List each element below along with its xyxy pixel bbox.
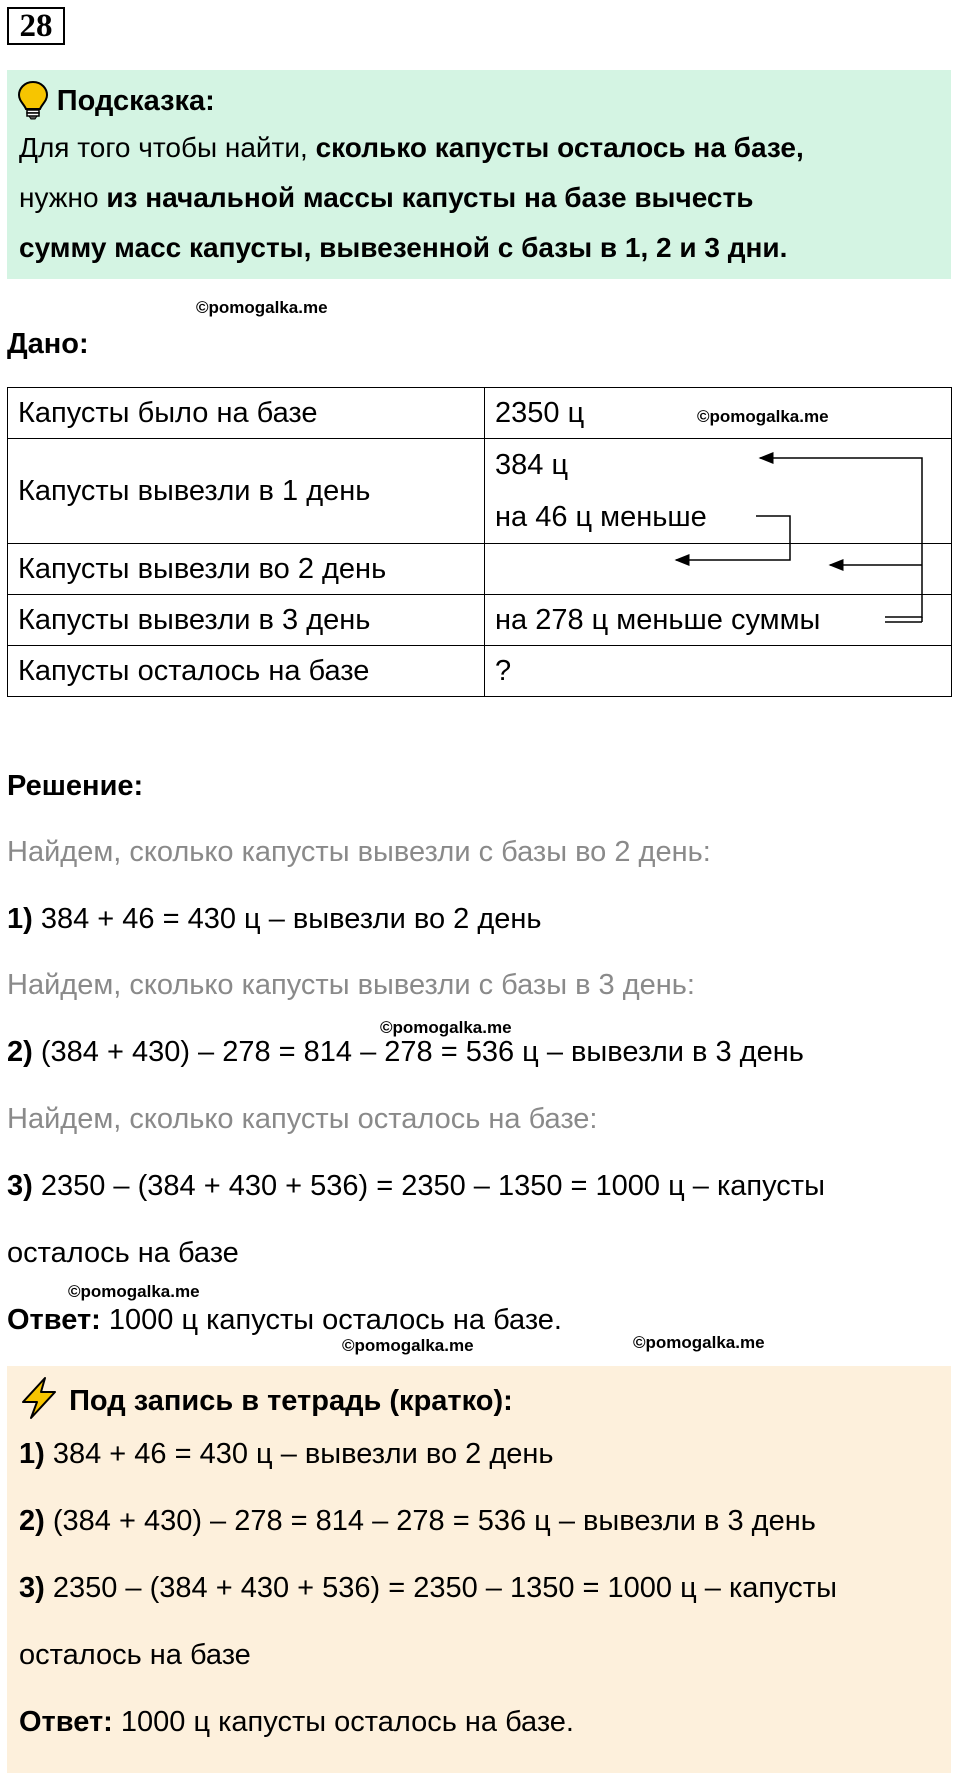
watermark: ©pomogalka.me [697,407,829,426]
hint-line-1-bold: сколько капусты осталось на базе, [315,132,804,163]
answer-text: 1000 ц капусты осталось на базе. [112,1706,574,1738]
step-number: 2) [19,1505,45,1537]
given-value-2: на 46 ц меньше [495,501,707,533]
solution-step-3 [7,1170,825,1203]
watermark: ©pomogalka.me [342,1336,474,1355]
hint-title: Подсказка: [56,85,215,117]
notebook-step-3 [19,1572,837,1605]
step-number: 1) [7,903,33,935]
notebook-title: Под запись в тетрадь (кратко): [69,1385,513,1417]
notebook-title-row [17,1376,513,1420]
step-text: 384 + 46 = 430 ц – вывезли во 2 день [32,903,542,935]
solution-comment: Найдем, сколько капусты вывезли с базы в 3 день: [7,969,695,1001]
watermark: ©pomogalka.me [196,298,328,317]
step-number: 2) [7,1036,33,1068]
hint-line-1-plain: Для того чтобы найти, [19,132,316,163]
notebook-box [7,1366,951,1773]
watermark: ©pomogalka.me [380,1018,512,1037]
answer-label: Ответ: [7,1304,101,1336]
task-number: 28 [7,7,65,45]
watermark: ©pomogalka.me [633,1333,765,1352]
notebook-step-3-cont: осталось на базе [19,1639,251,1671]
arrow-278-to-day1 [760,458,922,617]
solution-step-1 [7,903,542,936]
solution-answer [7,1304,562,1337]
step-text: 2350 – (384 + 430 + 536) = 2350 – 1350 = 1000 ц – капусты [32,1170,825,1202]
given-value: 2350 ц [485,388,952,439]
solution-step-3-cont: осталось на базе [7,1237,239,1269]
notebook-step-1 [19,1438,554,1471]
step-number: 3) [7,1170,33,1202]
step-text: (384 + 430) – 278 = 814 – 278 = 536 ц – вывезли в 3 день [32,1036,804,1068]
step-number: 3) [19,1572,45,1604]
solution-title: Решение: [7,770,144,802]
arrow-46-to-day2 [676,516,790,560]
given-label: Капусты вывезли в 3 день [8,595,485,646]
lightning-icon [17,1376,61,1420]
watermark: ©pomogalka.me [68,1282,200,1301]
given-label: Капусты было на базе [8,388,485,439]
given-label: Капусты вывезли во 2 день [8,544,485,595]
answer-text: 1000 ц капусты осталось на базе. [100,1304,562,1336]
solution-step-2 [7,1036,804,1069]
hint-line-3-bold: сумму масс капусты, вывезенной с базы в 1, 2 и 3 дни. [19,232,788,263]
given-label: Капусты осталось на базе [8,646,485,697]
given-value: на 278 ц меньше суммы [485,595,952,646]
relation-arrows [0,0,960,700]
given-title: Дано: [7,328,89,360]
step-number: 1) [19,1438,45,1470]
hint-line-2-plain: нужно [19,182,107,213]
given-value: ? [485,646,952,697]
step-text: 2350 – (384 + 430 + 536) = 2350 – 1350 = 1000 ц – капусты [44,1572,837,1604]
given-label: Капусты вывезли в 1 день [8,439,485,544]
hint-line-2-bold: из начальной массы капусты на базе вычесть [106,182,754,213]
notebook-answer [19,1706,574,1739]
step-text: (384 + 430) – 278 = 814 – 278 = 536 ц – вывезли в 3 день [44,1505,816,1537]
step-text: 384 + 46 = 430 ц – вывезли во 2 день [44,1438,554,1470]
solution-comment: Найдем, сколько капусты вывезли с базы во 2 день: [7,836,711,868]
given-value: 384 ц [495,449,569,481]
answer-label: Ответ: [19,1706,113,1738]
solution-comment: Найдем, сколько капусты осталось на базе: [7,1103,598,1135]
notebook-step-2 [19,1505,816,1538]
